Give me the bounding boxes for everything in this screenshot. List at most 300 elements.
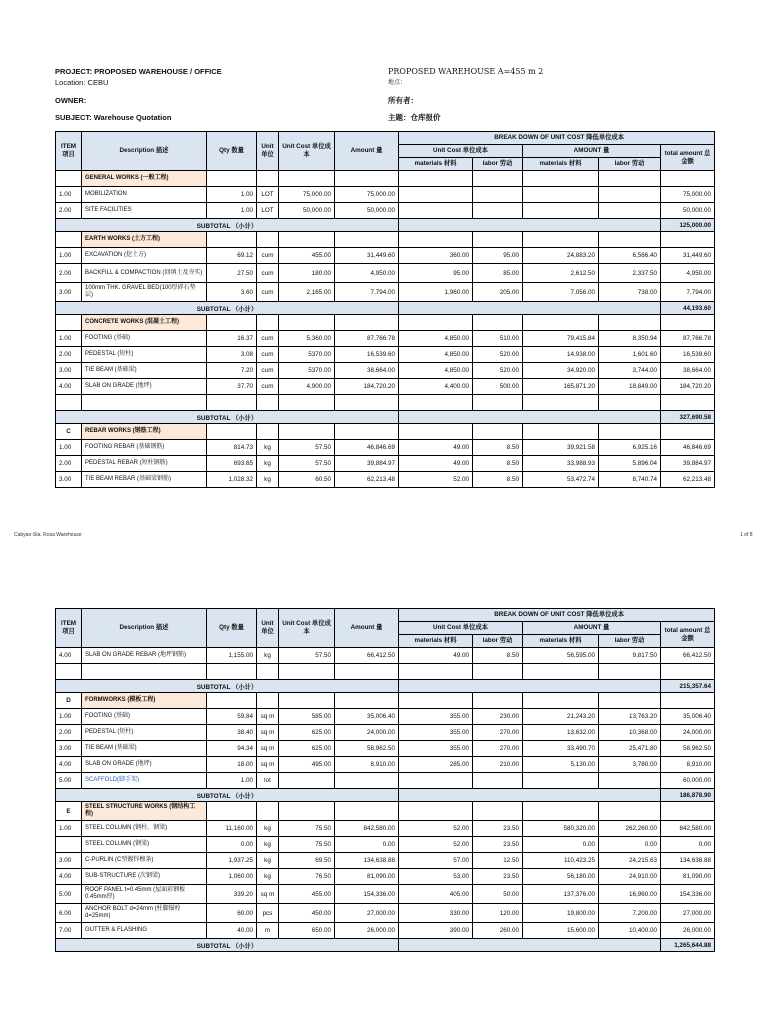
description-cell: SCAFFOLD(脚手架) <box>82 773 207 789</box>
amt-labor-cell: 13,763.20 <box>599 709 661 725</box>
table-row <box>56 331 715 347</box>
description-cell: EXCAVATION (挖土方) <box>82 248 207 264</box>
col-materials: materials 材料 <box>399 158 473 171</box>
subtotal-row <box>56 939 715 952</box>
uc-labor-cell: 120.00 <box>473 904 523 923</box>
unit-cost-cell: 60.50 <box>279 472 335 488</box>
qty-cell: 1,028.32 <box>207 472 257 488</box>
unit-cell: kg <box>257 648 279 664</box>
empty-cell <box>257 395 279 411</box>
total-cell: 46,846.69 <box>661 440 715 456</box>
subtotal-row <box>56 680 715 693</box>
uc-labor-cell: 210.00 <box>473 757 523 773</box>
amt-labor-cell: 24,215.63 <box>599 853 661 869</box>
footer-left: Cabyao-Sta. Rosa Warehouse <box>14 532 82 538</box>
empty-cell <box>82 395 207 411</box>
uc-materials-cell: 95.00 <box>399 264 473 283</box>
uc-labor-cell: 270.00 <box>473 741 523 757</box>
empty-cell <box>661 802 715 821</box>
item-no-cell: 3.00 <box>56 363 82 379</box>
item-no-cell: 4.00 <box>56 869 82 885</box>
uc-materials-cell: 4,850.00 <box>399 331 473 347</box>
amount-cell: 38,664.00 <box>335 363 399 379</box>
unit-cost-cell: 75,000.00 <box>279 187 335 203</box>
description-cell: SLAB ON GRADE REBAR (地坪钢筋) <box>82 648 207 664</box>
empty-cell <box>279 315 335 331</box>
empty-cell <box>661 693 715 709</box>
empty-cell <box>523 664 599 680</box>
table-row <box>56 923 715 939</box>
unit-cell: LOT <box>257 187 279 203</box>
empty-cell <box>523 424 599 440</box>
uc-labor-cell: 8.50 <box>473 472 523 488</box>
qty-cell: 59.84 <box>207 709 257 725</box>
total-cell: 4,950.00 <box>661 264 715 283</box>
unit-cell: kg <box>257 456 279 472</box>
uc-materials-cell <box>399 187 473 203</box>
total-cell: 842,580.00 <box>661 821 715 837</box>
col-description: Description 描述 <box>82 132 207 171</box>
description-cell: 100mm THK. GRAVEL BED(100厚碎石垫层) <box>82 283 207 302</box>
unit-cost-cell: 57.50 <box>279 440 335 456</box>
empty-cell <box>599 395 661 411</box>
empty-cell <box>399 232 473 248</box>
uc-materials-cell <box>399 773 473 789</box>
empty-cell <box>599 232 661 248</box>
uc-materials-cell <box>399 203 473 219</box>
unit-cost-cell: 650.00 <box>279 923 335 939</box>
table-row <box>56 187 715 203</box>
total-cell: 8,910.00 <box>661 757 715 773</box>
item-no-cell: 1.00 <box>56 821 82 837</box>
amount-cell <box>335 773 399 789</box>
amount-cell: 58,962.50 <box>335 741 399 757</box>
total-cell: 66,412.50 <box>661 648 715 664</box>
col-uc-group: Unit Cost 单位成本 <box>399 145 523 158</box>
description-cell: TIE BEAM (基础梁) <box>82 741 207 757</box>
unit-cost-cell: 75.50 <box>279 837 335 853</box>
unit-cell: sq m <box>257 741 279 757</box>
col-qty: Qty 数量 <box>207 132 257 171</box>
qty-cell: 11,160.00 <box>207 821 257 837</box>
qty-cell: 1.00 <box>207 203 257 219</box>
table-row <box>56 709 715 725</box>
empty-cell <box>523 315 599 331</box>
amount-cell: 87,766.78 <box>335 331 399 347</box>
col-item: ITEM 项目 <box>56 132 82 171</box>
item-no-cell: 4.00 <box>56 648 82 664</box>
unit-cell: cum <box>257 347 279 363</box>
unit-cell: kg <box>257 440 279 456</box>
amount-cell: 50,000.00 <box>335 203 399 219</box>
section-title-cell: FORMWORKS (模板工程) <box>82 693 207 709</box>
amt-labor-cell <box>599 773 661 789</box>
amt-labor-cell: 8,740.74 <box>599 472 661 488</box>
uc-materials-cell: 355.00 <box>399 725 473 741</box>
amt-materials-cell: 24,883.20 <box>523 248 599 264</box>
section-title-row <box>56 171 715 187</box>
unit-cell: sq m <box>257 725 279 741</box>
subtotal-label: SUBTOTAL （小计） <box>56 302 399 315</box>
uc-labor-cell: 260.00 <box>473 923 523 939</box>
table-row <box>56 648 715 664</box>
empty-cell <box>335 802 399 821</box>
section-title-cell: REBAR WORKS (钢筋工程) <box>82 424 207 440</box>
unit-cell: cum <box>257 363 279 379</box>
empty-cell <box>207 395 257 411</box>
subtotal-row <box>56 789 715 802</box>
qty-cell: 60.00 <box>207 904 257 923</box>
qty-cell: 38.40 <box>207 725 257 741</box>
amount-cell: 134,638.88 <box>335 853 399 869</box>
table-header-page2: ITEM 项目 Description 描述 Qty 数量 Unit 单位 Unit Cost 单位成本 Amount 量 BREAK DOWN OF UNIT COST 降低单位成本 Unit Cost 单位成本 AMOUNT 量 total amount 总金额 materials 材料 labor 劳动 materials 材料 labor 劳动 <box>56 609 715 648</box>
empty-cell <box>279 802 335 821</box>
amt-materials-cell: 53,472.74 <box>523 472 599 488</box>
description-cell: ROOF PANEL t=0.45mm (屋面彩钢板0.45mm厚) <box>82 885 207 904</box>
unit-cell: pcs <box>257 904 279 923</box>
total-cell: 75,000.00 <box>661 187 715 203</box>
quotation-table-page2 <box>55 608 715 952</box>
table-header <box>56 132 715 171</box>
qty-cell: 3.08 <box>207 347 257 363</box>
amount-cell: 842,580.00 <box>335 821 399 837</box>
col-unit-cost: Unit Cost 单位成本 <box>279 132 335 171</box>
subtotal-value: 1,265,644.88 <box>661 939 715 952</box>
owner-line: OWNER: <box>55 96 87 105</box>
unit-cost-cell: 180.00 <box>279 264 335 283</box>
col-unit: Unit 单位 <box>257 132 279 171</box>
qty-cell: 3.60 <box>207 283 257 302</box>
total-cell: 58,962.50 <box>661 741 715 757</box>
description-cell: SLAB ON GRADE (地坪) <box>82 757 207 773</box>
amt-labor-cell: 25,471.80 <box>599 741 661 757</box>
description-cell: STEEL COLUMN (钢柱、钢梁) <box>82 821 207 837</box>
empty-cell <box>279 424 335 440</box>
item-no-cell: 7.00 <box>56 923 82 939</box>
subtotal-label: SUBTOTAL （小计） <box>56 219 399 232</box>
unit-cell: kg <box>257 821 279 837</box>
subtotal-value: 186,878.90 <box>661 789 715 802</box>
amount-cell: 4,950.00 <box>335 264 399 283</box>
uc-labor-cell: 205.00 <box>473 283 523 302</box>
project-line: PROJECT: PROPOSED WAREHOUSE / OFFICE <box>55 67 222 76</box>
uc-materials-cell: 355.00 <box>399 709 473 725</box>
empty-cell <box>399 693 473 709</box>
uc-labor-cell: 50.00 <box>473 885 523 904</box>
table-row <box>56 203 715 219</box>
amt-materials-cell: 2,612.50 <box>523 264 599 283</box>
uc-labor-cell: 520.00 <box>473 363 523 379</box>
unit-cost-cell: 625.00 <box>279 725 335 741</box>
section-letter-cell: C <box>56 424 82 440</box>
subtotal-value: 215,357.64 <box>661 680 715 693</box>
empty-cell <box>335 171 399 187</box>
empty-cell <box>473 315 523 331</box>
empty-cell <box>207 802 257 821</box>
uc-labor-cell: 8.50 <box>473 440 523 456</box>
empty-cell <box>523 171 599 187</box>
uc-labor-cell: 510.00 <box>473 331 523 347</box>
item-no-cell: 2.00 <box>56 456 82 472</box>
table-row <box>56 885 715 904</box>
qty-cell: 1,060.00 <box>207 869 257 885</box>
amt-labor-cell: 738.00 <box>599 283 661 302</box>
empty-cell <box>279 395 335 411</box>
unit-cell: cum <box>257 379 279 395</box>
empty-cell <box>207 171 257 187</box>
amt-materials-cell <box>523 773 599 789</box>
item-no-cell: 1.00 <box>56 440 82 456</box>
qty-cell: 16.37 <box>207 331 257 347</box>
item-no-cell: 4.00 <box>56 379 82 395</box>
unit-cell: sq m <box>257 885 279 904</box>
amt-labor-cell: 5,896.04 <box>599 456 661 472</box>
unit-cost-cell <box>279 773 335 789</box>
empty-cell <box>279 171 335 187</box>
subtotal-spacer <box>399 939 661 952</box>
empty-cell <box>257 315 279 331</box>
empty-cell <box>523 802 599 821</box>
empty-cell <box>399 395 473 411</box>
amt-labor-cell: 10,368.00 <box>599 725 661 741</box>
total-cell: 16,539.60 <box>661 347 715 363</box>
empty-cell <box>473 664 523 680</box>
amt-materials-cell: 5,130.00 <box>523 757 599 773</box>
table-row <box>56 264 715 283</box>
amt-materials-cell: 33,490.70 <box>523 741 599 757</box>
location-line: Location: CEBU <box>55 78 109 87</box>
description-cell: FOOTING (基础) <box>82 331 207 347</box>
empty-cell <box>661 315 715 331</box>
table-row <box>56 853 715 869</box>
empty-cell <box>56 395 82 411</box>
amt-labor-cell: 8,350.94 <box>599 331 661 347</box>
item-no-cell: 3.00 <box>56 741 82 757</box>
empty-cell <box>473 232 523 248</box>
table-row <box>56 472 715 488</box>
empty-cell <box>257 664 279 680</box>
unit-cell: lot <box>257 773 279 789</box>
empty-cell <box>473 424 523 440</box>
uc-materials-cell: 360.00 <box>399 248 473 264</box>
uc-materials-cell: 49.00 <box>399 456 473 472</box>
empty-cell <box>473 395 523 411</box>
item-no-cell: 5.00 <box>56 773 82 789</box>
amt-labor-cell: 7,200.00 <box>599 904 661 923</box>
item-no-cell <box>56 837 82 853</box>
subtotal-spacer <box>399 680 661 693</box>
quotation-table-page1 <box>55 131 715 488</box>
empty-cell <box>257 232 279 248</box>
empty-cell <box>279 664 335 680</box>
subtotal-row <box>56 411 715 424</box>
col-amt-labor: labor 劳动 <box>599 158 661 171</box>
uc-materials-cell: 53.00 <box>399 869 473 885</box>
table-row <box>56 837 715 853</box>
amt-labor-cell <box>599 187 661 203</box>
qty-cell: 339.20 <box>207 885 257 904</box>
empty-cell <box>279 693 335 709</box>
uc-labor-cell: 85.00 <box>473 264 523 283</box>
unit-cost-cell: 2,165.00 <box>279 283 335 302</box>
amount-cell: 66,412.50 <box>335 648 399 664</box>
item-no-cell: 1.00 <box>56 187 82 203</box>
total-cell: 39,884.97 <box>661 456 715 472</box>
table-row <box>56 248 715 264</box>
amt-labor-cell: 0.00 <box>599 837 661 853</box>
empty-cell <box>473 171 523 187</box>
col-total: total amount 总金额 <box>661 145 715 171</box>
amt-materials-cell: 15,600.00 <box>523 923 599 939</box>
total-cell: 24,000.00 <box>661 725 715 741</box>
unit-cost-cell: 585.00 <box>279 709 335 725</box>
uc-labor-cell: 520.00 <box>473 347 523 363</box>
total-cell: 60,000.00 <box>661 773 715 789</box>
uc-materials-cell: 355.00 <box>399 741 473 757</box>
uc-labor-cell: 23.50 <box>473 821 523 837</box>
total-cell: 62,213.48 <box>661 472 715 488</box>
uc-labor-cell: 230.00 <box>473 709 523 725</box>
empty-cell <box>82 664 207 680</box>
amt-materials-cell <box>523 187 599 203</box>
empty-cell <box>335 664 399 680</box>
amt-materials-cell: 33,988.93 <box>523 456 599 472</box>
uc-labor-cell <box>473 203 523 219</box>
amount-cell: 24,000.00 <box>335 725 399 741</box>
unit-cost-cell: 495.00 <box>279 757 335 773</box>
item-no-cell: 1.00 <box>56 248 82 264</box>
unit-cell: sq m <box>257 709 279 725</box>
total-cell: 184,720.20 <box>661 379 715 395</box>
amount-cell: 46,846.69 <box>335 440 399 456</box>
qty-cell: 814.73 <box>207 440 257 456</box>
uc-materials-cell: 49.00 <box>399 440 473 456</box>
subtotal-label: SUBTOTAL （小计） <box>56 939 399 952</box>
table-row <box>56 725 715 741</box>
unit-cell: kg <box>257 837 279 853</box>
uc-materials-cell: 285.00 <box>399 757 473 773</box>
table-body-page2 <box>56 648 715 952</box>
uc-labor-cell: 270.00 <box>473 725 523 741</box>
item-no-cell: 2.00 <box>56 347 82 363</box>
empty-cell <box>599 693 661 709</box>
unit-cost-cell: 57.50 <box>279 648 335 664</box>
description-cell: FOOTING REBAR (基础钢筋) <box>82 440 207 456</box>
description-cell: SLAB ON GRADE (地坪) <box>82 379 207 395</box>
item-no-cell: 3.00 <box>56 283 82 302</box>
item-no-cell: 2.00 <box>56 203 82 219</box>
description-cell: SITE FACILITIES <box>82 203 207 219</box>
qty-cell: 693.65 <box>207 456 257 472</box>
empty-cell <box>661 395 715 411</box>
qty-cell: 7.20 <box>207 363 257 379</box>
unit-cost-cell: 57.50 <box>279 456 335 472</box>
unit-cell: cum <box>257 283 279 302</box>
amount-cell: 26,000.00 <box>335 923 399 939</box>
uc-materials-cell: 4,850.00 <box>399 347 473 363</box>
amt-labor-cell: 6,566.40 <box>599 248 661 264</box>
uc-materials-cell: 52.00 <box>399 821 473 837</box>
amount-cell: 39,884.97 <box>335 456 399 472</box>
unit-cost-cell: 5370.00 <box>279 347 335 363</box>
uc-materials-cell: 390.00 <box>399 923 473 939</box>
qty-cell: 1,155.00 <box>207 648 257 664</box>
empty-cell <box>399 664 473 680</box>
item-no-cell: 1.00 <box>56 709 82 725</box>
amount-cell: 62,213.48 <box>335 472 399 488</box>
qty-cell: 1,937.25 <box>207 853 257 869</box>
uc-materials-cell: 49.00 <box>399 648 473 664</box>
amt-labor-cell: 1,601.60 <box>599 347 661 363</box>
table-row <box>56 821 715 837</box>
col-amount: Amount 量 <box>335 132 399 171</box>
table-row <box>56 904 715 923</box>
uc-materials-cell: 52.00 <box>399 837 473 853</box>
qty-cell: 18.00 <box>207 757 257 773</box>
subtotal-row <box>56 219 715 232</box>
qty-cell: 1.00 <box>207 773 257 789</box>
total-cell: 26,000.00 <box>661 923 715 939</box>
section-title-row <box>56 693 715 709</box>
amt-labor-cell: 262,260.00 <box>599 821 661 837</box>
amt-materials-cell <box>523 203 599 219</box>
uc-labor-cell: 12.50 <box>473 853 523 869</box>
description-cell: STEEL COLUMN (钢梁) <box>82 837 207 853</box>
description-cell: TIE BEAM REBAR (基础梁钢筋) <box>82 472 207 488</box>
section-letter-cell: D <box>56 693 82 709</box>
blank-row <box>56 664 715 680</box>
amt-materials-cell: 56,180.00 <box>523 869 599 885</box>
section-letter-cell: E <box>56 802 82 821</box>
section-letter-cell <box>56 232 82 248</box>
description-cell: BACKFILL & COMPACTION (回填土及夯实) <box>82 264 207 283</box>
amt-materials-cell: 56,595.00 <box>523 648 599 664</box>
empty-cell <box>335 424 399 440</box>
table-row <box>56 456 715 472</box>
unit-cell: cum <box>257 331 279 347</box>
empty-cell <box>207 315 257 331</box>
cn-title: PROPOSED WAREHOUSE A=455 m 2 <box>388 67 544 76</box>
section-letter-cell <box>56 315 82 331</box>
item-no-cell: 3.00 <box>56 472 82 488</box>
unit-cost-cell: 75.50 <box>279 821 335 837</box>
empty-cell <box>335 693 399 709</box>
amt-materials-cell: 79,415.84 <box>523 331 599 347</box>
empty-cell <box>473 693 523 709</box>
uc-labor-cell: 23.50 <box>473 837 523 853</box>
description-cell: TIE BEAM (基础梁) <box>82 363 207 379</box>
unit-cell: kg <box>257 472 279 488</box>
amt-labor-cell: 3,780.00 <box>599 757 661 773</box>
amount-cell: 8,910.00 <box>335 757 399 773</box>
unit-cost-cell: 455.00 <box>279 885 335 904</box>
empty-cell <box>257 424 279 440</box>
table-body-page1 <box>56 171 715 488</box>
amount-cell: 7,794.00 <box>335 283 399 302</box>
unit-cost-cell: 50,000.00 <box>279 203 335 219</box>
empty-cell <box>523 232 599 248</box>
section-title-cell: GENERAL WORKS (一般工程) <box>82 171 207 187</box>
uc-materials-cell: 52.00 <box>399 472 473 488</box>
amt-materials-cell: 7,056.00 <box>523 283 599 302</box>
footer-page: 1 of 8 <box>740 532 753 538</box>
amt-labor-cell: 16,960.00 <box>599 885 661 904</box>
empty-cell <box>599 171 661 187</box>
uc-labor-cell: 8.50 <box>473 456 523 472</box>
empty-cell <box>257 693 279 709</box>
unit-cost-cell: 76.50 <box>279 869 335 885</box>
uc-labor-cell <box>473 187 523 203</box>
